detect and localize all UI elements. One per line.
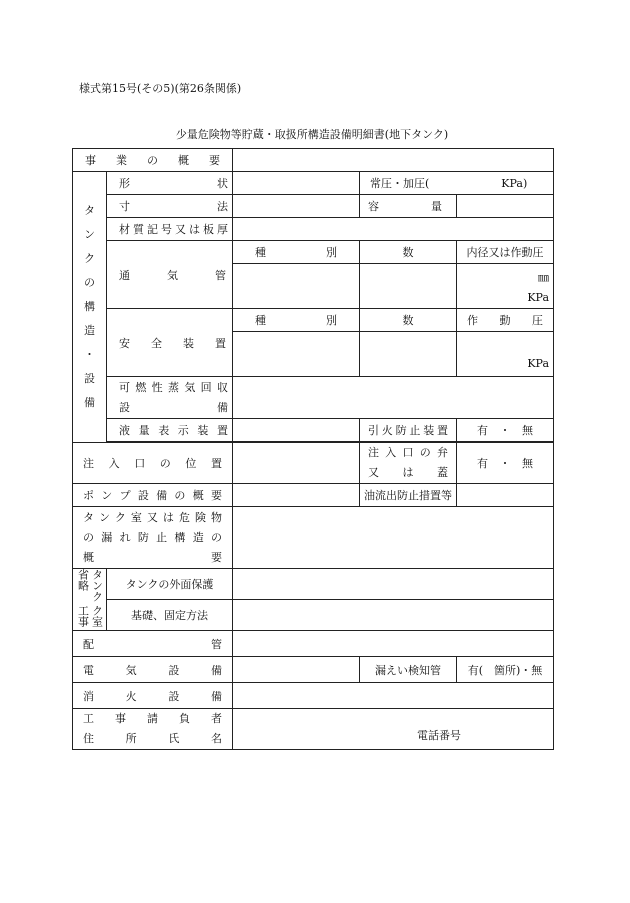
- vapor-recovery-label: 可燃性蒸気回収 設備: [107, 377, 233, 419]
- fire-equipment-label: 消火設備: [73, 683, 233, 709]
- form-number: 様式第15号(その5)(第26条関係): [79, 82, 242, 95]
- business-field[interactable]: [233, 149, 554, 172]
- electrical-field[interactable]: [233, 657, 360, 683]
- leak-detection-value[interactable]: 有( 箇所)・無: [457, 657, 554, 683]
- contractor-label: 工事請負者 住所氏名: [73, 709, 233, 750]
- capacity-label: 容量: [360, 195, 457, 218]
- exterior-protection-field[interactable]: [233, 569, 554, 600]
- vent-type-header: 種別: [233, 241, 360, 264]
- shape-label: 形状: [107, 172, 233, 195]
- tank-structure-label: [73, 172, 107, 443]
- fire-equipment-field[interactable]: [233, 683, 554, 709]
- inlet-position-label: 注入口の位置: [73, 443, 233, 484]
- pump-field[interactable]: [233, 484, 360, 507]
- omitted-tank-room-label: 省略 タンク 工事 ク室: [73, 569, 107, 631]
- working-pressure-header: 作動圧: [457, 309, 554, 332]
- inlet-valve-label: 注入口の弁 又は蓋: [360, 443, 457, 484]
- spec-form-table: [72, 148, 554, 750]
- piping-label: 配管: [73, 631, 233, 657]
- level-indicator-field[interactable]: [233, 419, 360, 442]
- electrical-label: 電気設備: [73, 657, 233, 683]
- unit-kpa-safety: KPa: [527, 357, 549, 370]
- safety-count-field[interactable]: [360, 332, 457, 377]
- safety-count-header: 数: [360, 309, 457, 332]
- safety-type-header: 種別: [233, 309, 360, 332]
- foundation-field[interactable]: [233, 600, 554, 631]
- tank-label-char: 備: [84, 396, 95, 409]
- inlet-valve-value[interactable]: 有・無: [457, 443, 554, 484]
- pressure-field[interactable]: [360, 172, 554, 195]
- spill-prevention-field[interactable]: [457, 484, 554, 507]
- safety-type-field[interactable]: [233, 332, 360, 377]
- vapor-recovery-field[interactable]: [233, 377, 554, 419]
- shape-field[interactable]: [233, 172, 360, 195]
- foundation-label: 基礎、固定方法: [107, 600, 233, 631]
- contractor-field[interactable]: [233, 709, 554, 750]
- tank-label-char: タ: [84, 204, 95, 217]
- flame-arrester-value[interactable]: 有・無: [457, 419, 554, 442]
- vent-pipe-label: 通気管: [107, 241, 233, 309]
- tank-label-char: 造: [84, 324, 95, 337]
- safety-device-label: 安全装置: [107, 309, 233, 377]
- unit-mm: ㎜: [538, 271, 549, 284]
- material-label: 材質記号又は板厚: [107, 218, 233, 241]
- dimensions-field[interactable]: [233, 195, 360, 218]
- flame-arrester-label: 引火防止装置: [360, 419, 457, 442]
- phone-label: 電話番号: [417, 729, 461, 742]
- vent-count-header: 数: [360, 241, 457, 264]
- pressure-unit: KPa): [501, 177, 528, 190]
- unit-kpa: KPa: [527, 291, 549, 304]
- form-title: 少量危険物等貯蔵・取扱所構造設備明細書(地下タンク): [175, 128, 449, 141]
- leak-structure-label: タンク室又は危険物 の漏れ防止構造の 概要: [73, 507, 233, 569]
- exterior-protection-label: タンクの外面保護: [107, 569, 233, 600]
- working-pressure-field[interactable]: [457, 332, 554, 377]
- leak-structure-field[interactable]: [233, 507, 554, 569]
- vent-type-field[interactable]: [233, 264, 360, 309]
- tank-label-char: の: [84, 276, 95, 289]
- pump-label: ポンプ設備の概要: [73, 484, 233, 507]
- tank-label-char: ク: [84, 252, 95, 265]
- leak-detection-label: 漏えい検知管: [360, 657, 457, 683]
- dimensions-label: 寸法: [107, 195, 233, 218]
- level-indicator-label: 液量表示装置: [107, 419, 233, 442]
- tank-label-char: ン: [84, 228, 95, 241]
- inlet-position-field[interactable]: [233, 443, 360, 484]
- tank-label-char: 設: [84, 372, 95, 385]
- business-label: 事業の概要: [73, 149, 233, 172]
- piping-field[interactable]: [233, 631, 554, 657]
- material-field[interactable]: [233, 218, 554, 241]
- vent-diameter-header: 内径又は作動圧: [457, 241, 554, 264]
- vent-diameter-field[interactable]: [457, 264, 554, 309]
- tank-label-char: 構: [84, 300, 95, 313]
- pressure-label: 常圧・加圧(: [370, 177, 430, 190]
- vent-count-field[interactable]: [360, 264, 457, 309]
- tank-label-char: ・: [84, 348, 95, 361]
- spill-prevention-label: 油流出防止措置等: [360, 484, 457, 507]
- capacity-field[interactable]: [457, 195, 554, 218]
